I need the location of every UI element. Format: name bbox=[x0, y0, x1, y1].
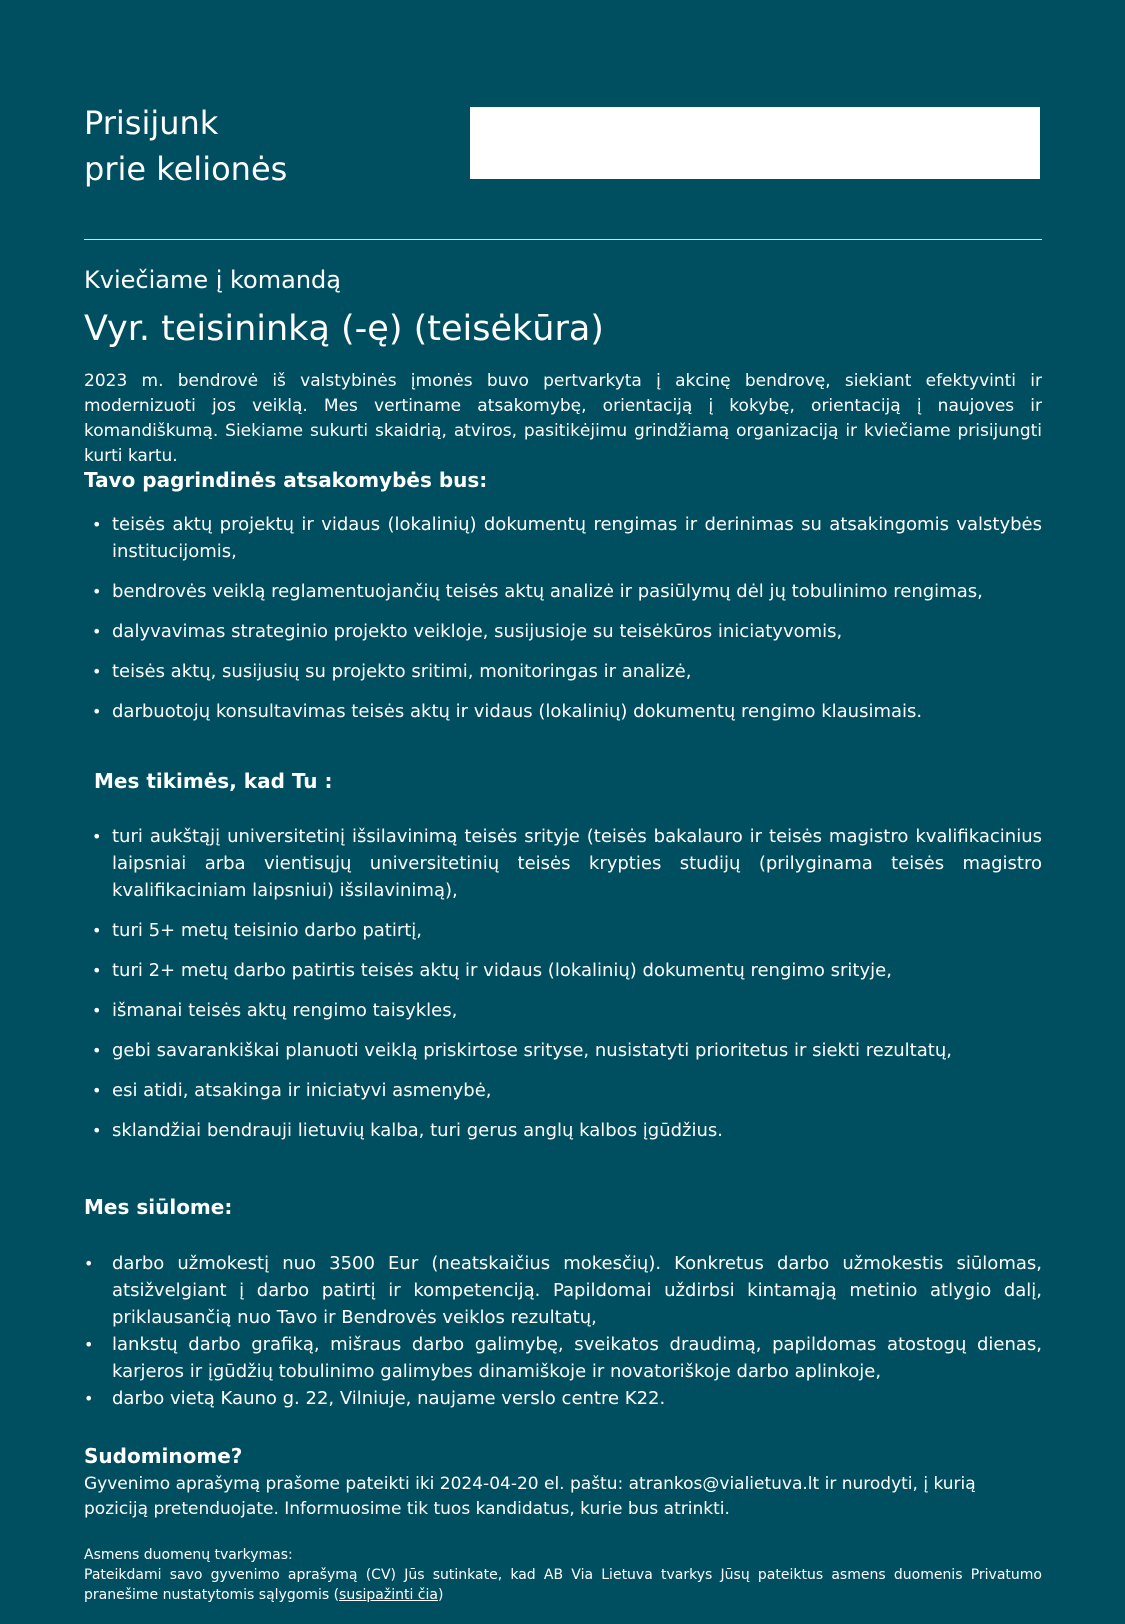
responsibilities-list bbox=[84, 511, 1042, 738]
offer-list bbox=[84, 1250, 1042, 1412]
logo-placeholder bbox=[470, 107, 1040, 179]
privacy-body bbox=[84, 1565, 1042, 1605]
list-item: • turi 2+ metų darbo patirtis teisės aktų ir vidaus (lokalinių) dokumentų rengimo srityje, bbox=[84, 957, 1042, 984]
list-item: • teisės aktų projektų ir vidaus (lokalinių) dokumentų rengimas ir derinimas su atsakingomis valstybės institucijomis, bbox=[84, 511, 1042, 565]
list-item: • darbuotojų konsultavimas teisės aktų ir vidaus (lokalinių) dokumentų rengimo klausimais. bbox=[84, 698, 1042, 725]
tagline-line-1: Prisijunk bbox=[84, 104, 219, 142]
divider bbox=[84, 239, 1042, 240]
list-item: • išmanai teisės aktų rengimo taisykles, bbox=[84, 997, 1042, 1024]
list-item: • turi aukštąjį universitetinį išsilavinimą teisės srityje (teisės bakalauro ir teisės magistro kvalifikacinius laipsniai arba vientisųjų universitetinių teisės krypties studijų (prilyginama teisės magistro kvalifikaciniam laipsniui) išsilavinimą), bbox=[84, 823, 1042, 904]
privacy-close: ) bbox=[437, 1587, 444, 1603]
list-item: • darbo vietą Kauno g. 22, Vilniuje, naujame verslo centre K22. bbox=[84, 1385, 1042, 1412]
list-item: • gebi savarankiškai planuoti veiklą priskirtose srityse, nusistatyti prioritetus ir siekti rezultatų, bbox=[84, 1037, 1042, 1064]
list-item: • dalyvavimas strateginio projekto veikloje, susijusioje su teisėkūros iniciatyvomis, bbox=[84, 618, 1042, 645]
list-item: • sklandžiai bendrauji lietuvių kalba, turi gerus anglų kalbos įgūdžius. bbox=[84, 1117, 1042, 1144]
header bbox=[84, 100, 1042, 190]
job-title: Vyr. teisininką (-ę) (teisėkūra) bbox=[84, 309, 604, 349]
privacy-notice bbox=[84, 1545, 1042, 1605]
list-item: • bendrovės veiklą reglamentuojančių teisės aktų analizė ir pasiūlymų dėl jų tobulinimo rengimas, bbox=[84, 578, 1042, 605]
list-item: • teisės aktų, susijusių su projekto sritimi, monitoringas ir analizė, bbox=[84, 658, 1042, 685]
responsibilities-heading: Tavo pagrindinės atsakomybės bus: bbox=[84, 468, 488, 492]
expectations-heading: Mes tikimės, kad Tu : bbox=[94, 769, 333, 793]
apply-text: Gyvenimo aprašymą prašome pateikti iki 2024-04-20 el. paštu: atrankos@vialietuva.lt ir nurodyti, į kurią poziciją pretenduojate. Informuosime tik tuos kandidatus, kurie bus atrinkti. bbox=[84, 1474, 976, 1519]
privacy-heading: Asmens duomenų tvarkymas: bbox=[84, 1547, 293, 1563]
privacy-text: Pateikdami savo gyvenimo aprašymą (CV) Jūs sutinkate, kad AB Via Lietuva tvarkys Jūsų pateiktus asmens duomenis Privatumo pranešime nustatytomis sąlygomis ( bbox=[84, 1567, 1042, 1603]
list-item: • esi atidi, atsakinga ir iniciatyvi asmenybė, bbox=[84, 1077, 1042, 1104]
list-item: • darbo užmokestį nuo 3500 Eur (neatskaičius mokesčių). Konkretus darbo užmokestis siūlomas, atsižvelgiant į darbo patirtį ir kompetenciją. Papildomai uždirbsi kintamąją metinio atlygio dalį, priklausančią nuo Tavo ir Bendrovės veiklos rezultatų, bbox=[84, 1250, 1042, 1331]
intro-paragraph: 2023 m. bendrovė iš valstybinės įmonės buvo pertvarkyta į akcinę bendrovę, siekiant efektyvinti ir modernizuoti jos veiklą. Mes vertiname atsakomybę, orientaciją į kokybę, orientaciją į naujoves ir komandiškumą. Siekiame sukurti skaidrią, atviros, pasitikėjimu grindžiamą organizaciją ir kviečiame prisijungti kurti kartu. bbox=[84, 371, 1042, 466]
privacy-link[interactable]: susipažinti čia bbox=[339, 1587, 438, 1603]
expectations-list bbox=[84, 823, 1042, 1157]
apply-heading: Sudominome? bbox=[84, 1444, 243, 1468]
offer-heading: Mes siūlome: bbox=[84, 1195, 233, 1219]
tagline-line-2: prie kelionės bbox=[84, 150, 288, 188]
tagline bbox=[84, 100, 287, 192]
list-item: • turi 5+ metų teisinio darbo patirtį, bbox=[84, 917, 1042, 944]
kicker: Kviečiame į komandą bbox=[84, 266, 341, 294]
list-item: • lankstų darbo grafiką, mišraus darbo galimybę, sveikatos draudimą, papildomas atostogų dienas, karjeros ir įgūdžių tobulinimo galimybes dinamiškoje ir novatoriškoje darbo aplinkoje, bbox=[84, 1331, 1042, 1385]
